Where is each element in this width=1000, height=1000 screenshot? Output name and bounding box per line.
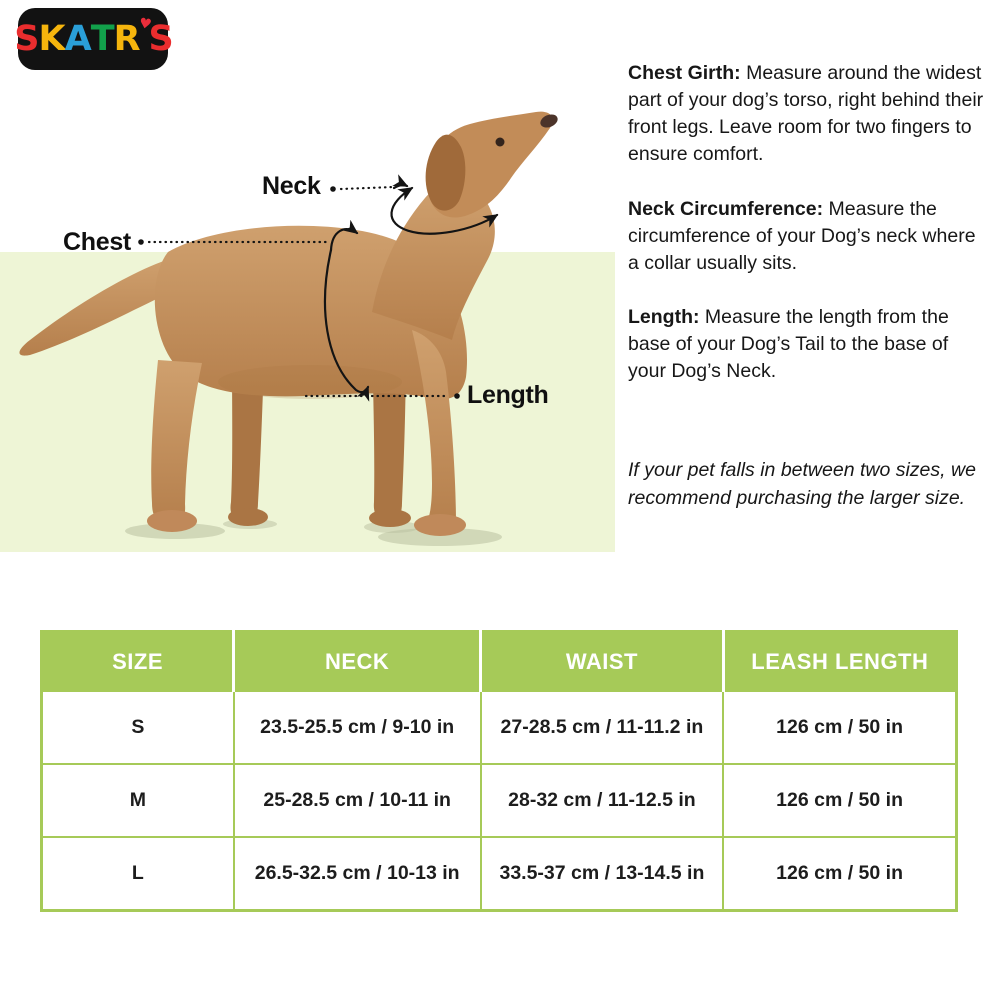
size-table-header-row — [42, 632, 957, 692]
cell-neck: 26.5-32.5 cm / 10-13 in — [234, 837, 481, 911]
instruction-neck-circumference — [628, 196, 986, 277]
cell-size: S — [42, 691, 234, 764]
instruction-length — [628, 304, 986, 385]
cell-leash-length: 126 cm / 50 in — [723, 691, 956, 764]
cell-size: M — [42, 764, 234, 837]
logo-letter: K — [38, 18, 64, 59]
table-row-size-m — [42, 764, 957, 837]
heart-apostrophe-icon: ♥ — [137, 15, 153, 34]
instruction-body: Measure around the widest part of your dog’s torso, right behind their front legs. Leave room for two fingers to ensure comfort. — [628, 62, 984, 165]
logo-letter: S — [148, 18, 172, 59]
logo-letter: T — [90, 18, 113, 59]
cell-leash-length: 126 cm / 50 in — [723, 837, 956, 911]
cell-size: L — [42, 837, 234, 911]
length-measure-label: Length — [467, 381, 549, 409]
instruction-body: Measure the circumference of your Dog’s neck where a collar usually sits. — [628, 198, 976, 274]
dog-ear — [426, 135, 466, 211]
instruction-chest-girth — [628, 60, 986, 168]
neck-measure-label: Neck — [262, 172, 321, 200]
instruction-title: Chest Girth: — [628, 62, 741, 84]
instruction-body: Measure the length from the base of your Dog’s Tail to the base of your Dog’s Neck. — [628, 306, 949, 382]
instruction-title: Neck Circumference: — [628, 198, 824, 220]
chest-measure-label: Chest — [63, 228, 131, 256]
dog-eye — [496, 138, 505, 147]
sizing-note: If your pet falls in between two sizes, we recommend purchasing the larger size. — [628, 459, 976, 509]
logo-letter: A — [64, 18, 90, 59]
logo-letter: S — [14, 18, 38, 59]
size-table-container — [40, 630, 958, 912]
dog-illustration — [0, 90, 620, 560]
instruction-title: Length: — [628, 306, 700, 328]
cell-neck: 23.5-25.5 cm / 9-10 in — [234, 691, 481, 764]
cell-neck: 25-28.5 cm / 10-11 in — [234, 764, 481, 837]
column-header-leash-length: LEASH LENGTH — [723, 632, 956, 692]
skatrs-logo — [14, 8, 172, 70]
skatrs-logo-wordmark — [14, 15, 172, 59]
table-row-size-l — [42, 837, 957, 911]
column-header-neck: NECK — [234, 632, 481, 692]
cell-waist: 28-32 cm / 11-12.5 in — [481, 764, 723, 837]
table-row-size-s — [42, 691, 957, 764]
cell-waist: 27-28.5 cm / 11-11.2 in — [481, 691, 723, 764]
column-header-size: SIZE — [42, 632, 234, 692]
logo-letter: R — [113, 18, 139, 59]
cell-waist: 33.5-37 cm / 13-14.5 in — [481, 837, 723, 911]
size-table — [40, 630, 958, 912]
cell-leash-length: 126 cm / 50 in — [723, 764, 956, 837]
column-header-waist: WAIST — [481, 632, 723, 692]
